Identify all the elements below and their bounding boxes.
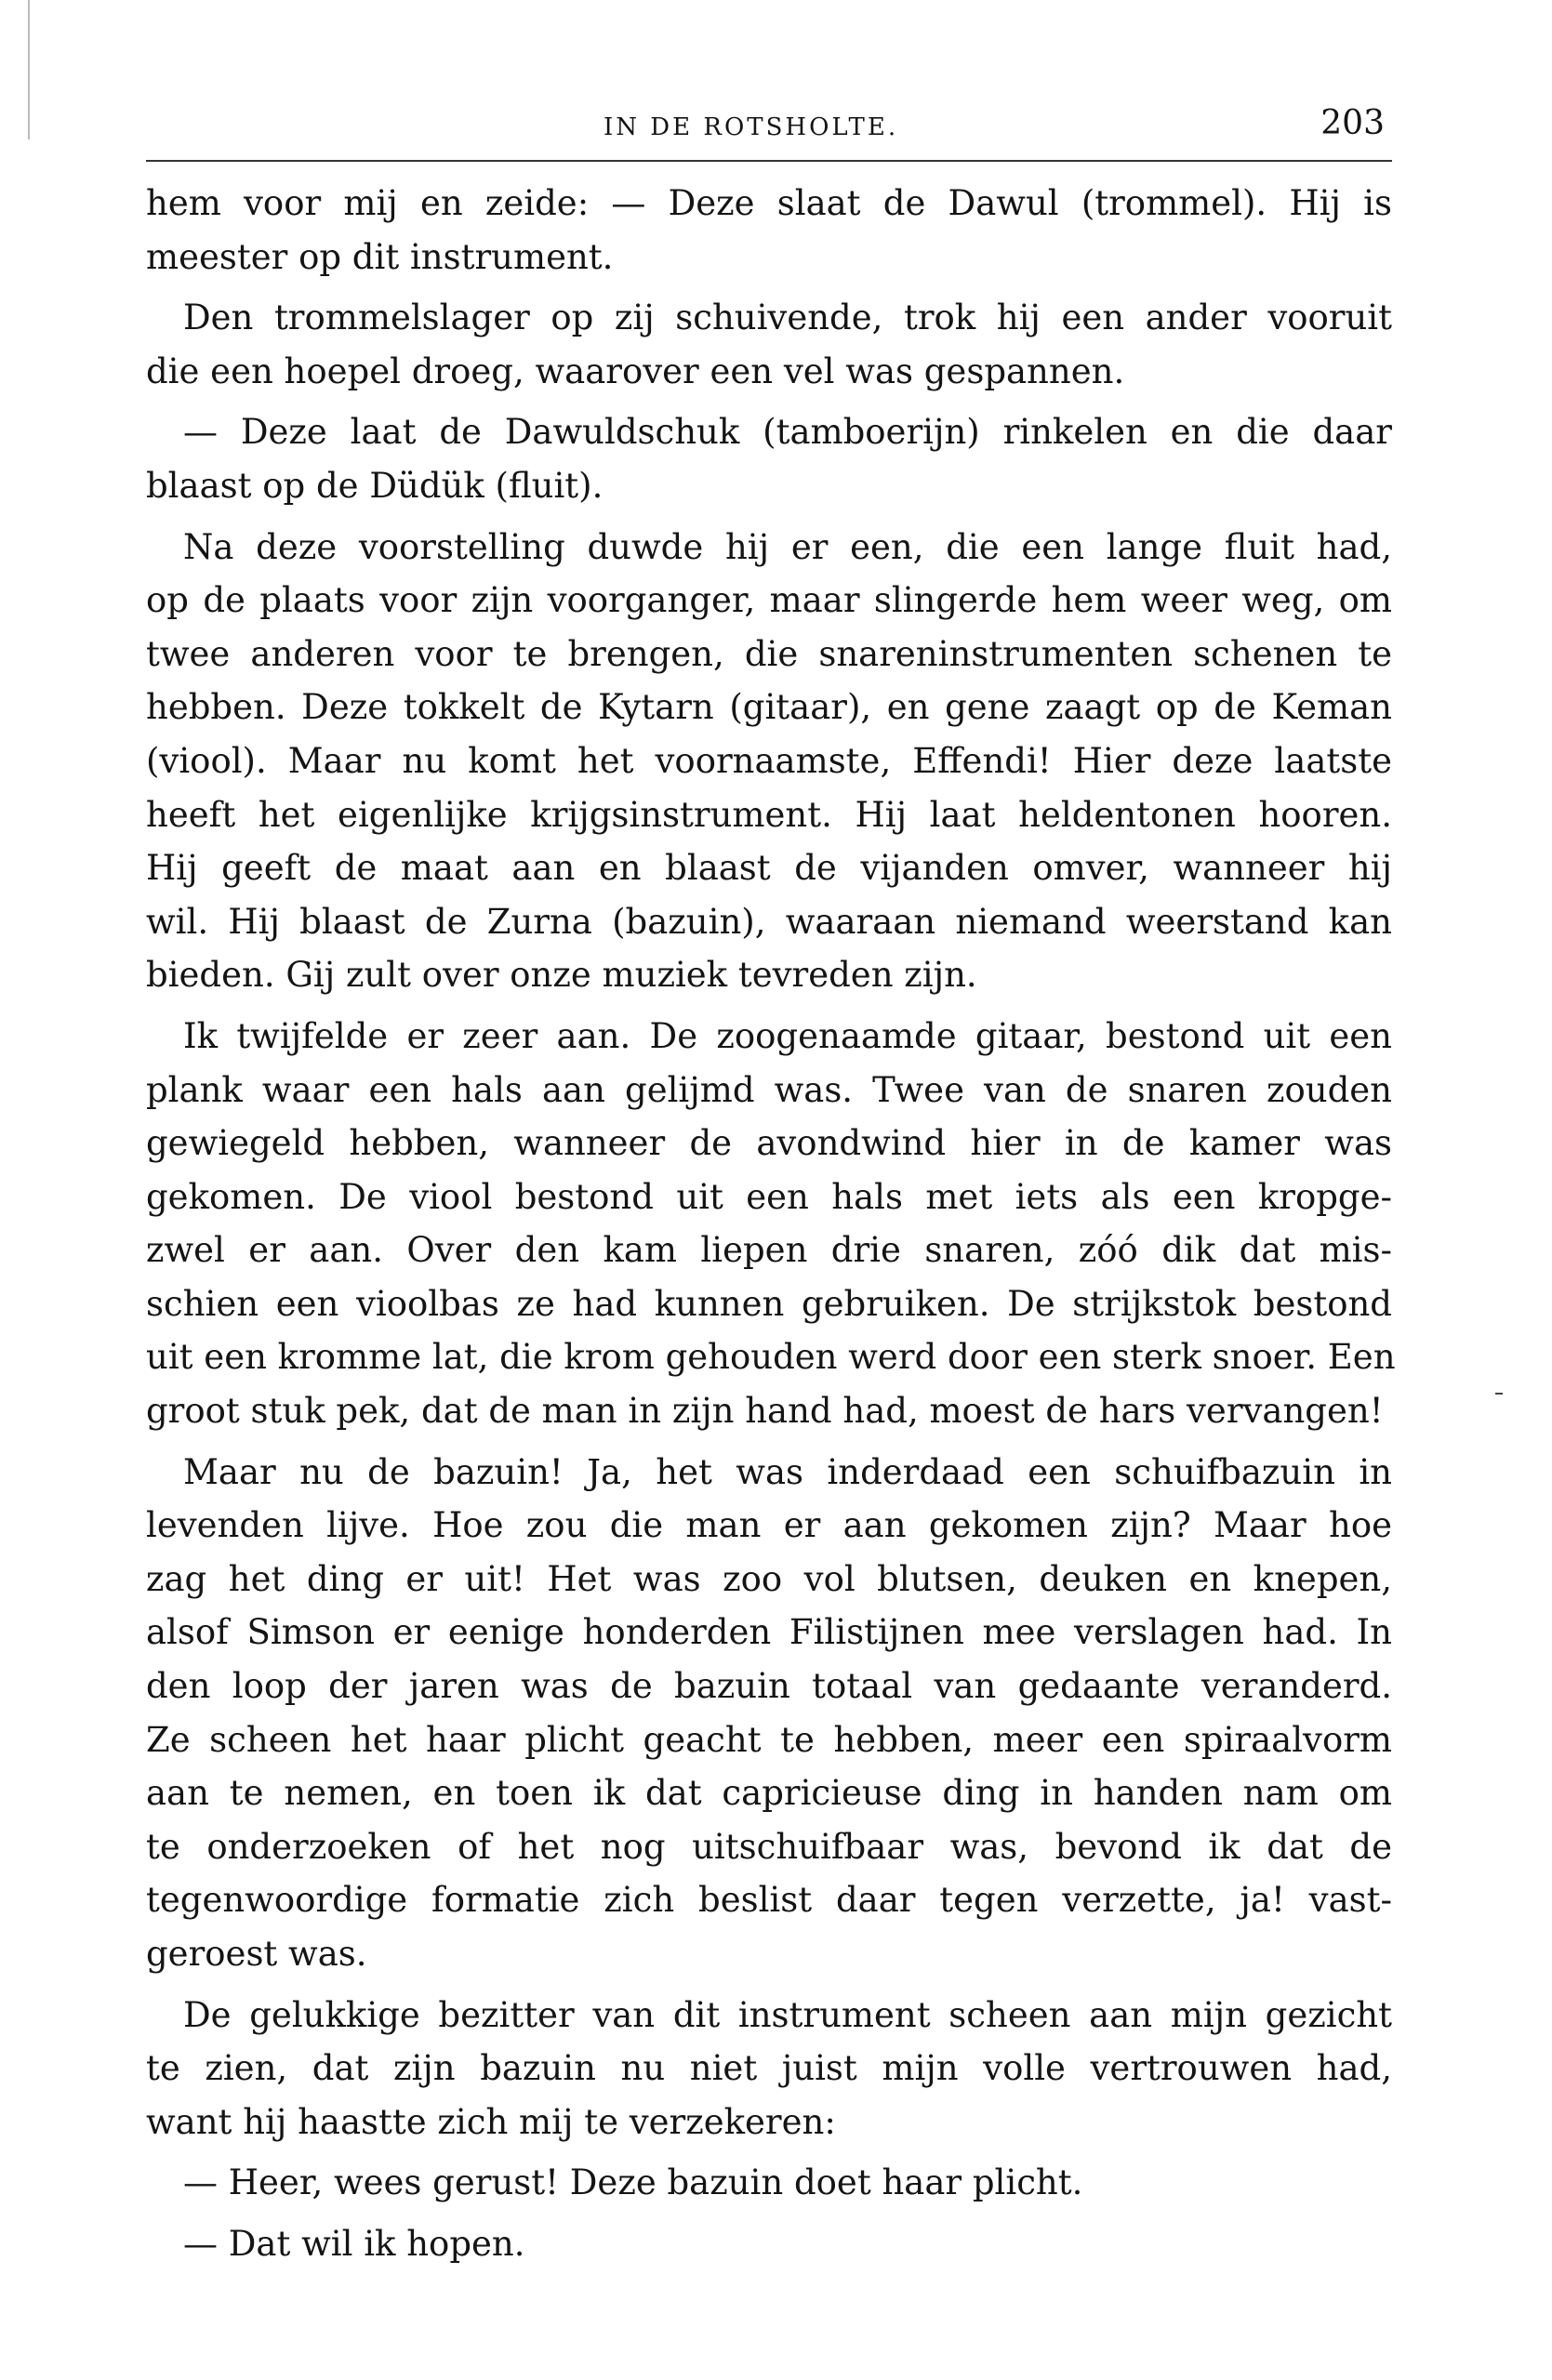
running-title: IN DE ROTSHOLTE. [604,113,899,141]
text-line: blaast op de Düdük (fluit). [146,465,604,506]
text-line: op de plaats voor zijn voorganger, maar slingerde hem weer weg, om [146,580,1392,621]
text-line: aan te nemen, en toen ik dat capricieuse ding in handen nam om [146,1773,1392,1814]
text-line: Hij geeft de maat aan en blaast de vijanden omver, wanneer hij [146,848,1392,889]
header-rule [146,160,1392,162]
text-line: wil. Hij blaast de Zurna (bazuin), waaraan niemand weerstand kan [146,901,1392,942]
paragraph-gap [146,513,1392,521]
text-line: — Deze laat de Dawuldschuk (tamboerijn) rinkelen en die daar [183,412,1392,453]
margin-dash [1495,1393,1503,1395]
text-line: zwel er aan. Over den kam liepen drie snaren, zóó dik dat mis- [146,1230,1392,1271]
paragraph-gap [146,2149,1392,2156]
text-line: hebben. Deze tokkelt de Kytarn (gitaar), en gene zaagt op de Keman [146,687,1392,728]
text-line: want hij haastte zich mij te verzekeren: [146,2101,836,2142]
paragraph-gap [146,284,1392,291]
paragraph-gap [146,1438,1392,1446]
text-line: twee anderen voor te brengen, die snareninstrumenten schenen te [146,633,1392,674]
text-line: gewiegeld hebben, wanneer de avondwind hier in de kamer was [146,1123,1392,1164]
text-line: heeft het eigenlijke krijgsinstrument. Hij laat heldentonen hooren. [146,794,1392,835]
text-line: zag het ding er uit! Het was zoo vol blutsen, deuken en knepen, [146,1558,1392,1599]
text-line: Den trommelslager op zij schuivende, trok hij een ander vooruit [183,298,1392,338]
paragraph-gap [146,398,1392,405]
text-line: groot stuk pek, dat de man in zijn hand had, moest de hars vervangen! [146,1391,1384,1432]
text-line: te zien, dat zijn bazuin nu niet juist mijn volle vertrouwen had, [146,2048,1392,2089]
text-line: gekomen. De viool bestond uit een hals met iets als een kropge- [146,1176,1392,1217]
text-line: te onderzoeken of het nog uitschuifbaar was, bevond ik dat de [146,1826,1392,1867]
text-line: Maar nu de bazuin! Ja, het was inderdaad een schuifbazuin in [183,1451,1392,1492]
text-line: alsof Simson er eenige honderden Filistijnen mee verslagen had. In [146,1612,1392,1653]
paragraph-gap [146,1002,1392,1010]
text-line: Na deze voorstelling duwde hij er een, die een lange fluit had, [183,526,1392,567]
text-line: Ze scheen het haar plicht geacht te hebben, meer een spiraalvorm [146,1719,1392,1760]
text-line: meester op dit instrument. [146,236,614,277]
text-line: schien een vioolbas ze had kunnen gebruiken. De strijkstok bestond [146,1283,1392,1324]
text-line: den loop der jaren was de bazuin totaal van gedaante veranderd. [146,1666,1392,1707]
text-line: uit een kromme lat, die krom gehouden werd door een sterk snoer. Een [146,1337,1396,1378]
text-line: — Dat wil ik hopen. [183,2223,525,2264]
text-line: levenden lijve. Hoe zou die man er aan gekomen zijn? Maar hoe [146,1505,1392,1546]
page-number: 203 [1320,104,1385,142]
text-line: Ik twijfelde er zeer aan. De zoogenaamde gitaar, bestond uit een [183,1015,1392,1056]
text-line: geroest was. [146,1934,367,1974]
text-line: (viool). Maar nu komt het voornaamste, Effendi! Hier deze laatste [146,740,1392,781]
body-text [146,177,1396,2271]
text-line: tegenwoordige formatie zich beslist daar tegen verzette, ja! vast- [146,1880,1392,1921]
text-line: plank waar een hals aan gelijmd was. Twee van de snaren zouden [146,1069,1392,1110]
text-line: die een hoepel droeg, waarover een vel was gespannen. [146,350,1125,391]
paragraph-gap [146,1981,1392,1989]
scan-edge-mark [28,0,30,139]
text-line: — Heer, wees gerust! Deze bazuin doet haar plicht. [183,2162,1083,2203]
text-line: bieden. Gij zult over onze muziek tevreden zijn. [146,955,977,996]
page-header [146,93,1392,149]
paragraph-gap [146,2210,1392,2217]
text-line: hem voor mij en zeide: — Deze slaat de Dawul (trommel). Hij is [146,183,1392,223]
text-line: De gelukkige bezitter van dit instrument scheen aan mijn gezicht [183,1994,1392,2035]
